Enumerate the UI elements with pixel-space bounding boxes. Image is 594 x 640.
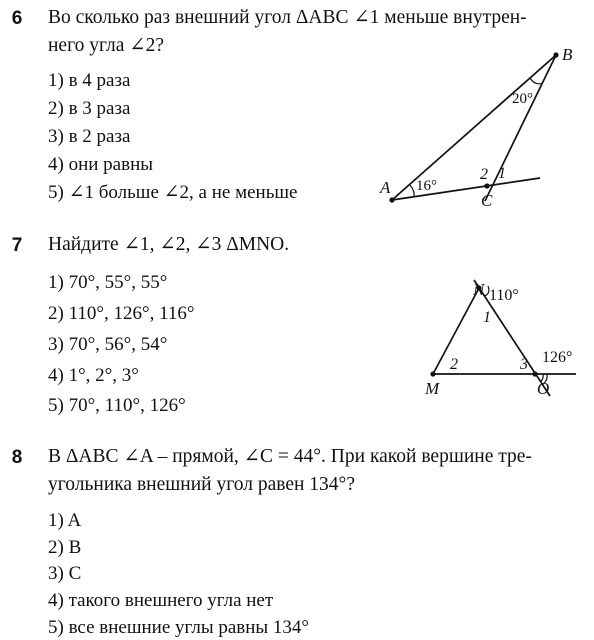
- vertex-m-point: [430, 371, 435, 376]
- label-b: B: [562, 45, 573, 64]
- question-7-option-5[interactable]: 5) 70°, 110°, 126°: [48, 395, 186, 416]
- label-angle-b: 20°: [512, 91, 533, 107]
- question-6-option-2[interactable]: 2) в 3 раза: [48, 98, 131, 119]
- question-8-number: 8: [11, 447, 23, 468]
- label-o: O: [537, 379, 550, 398]
- label-angle-a: 16°: [416, 178, 437, 194]
- question-7-option-2[interactable]: 2) 110°, 126°, 116°: [48, 303, 195, 324]
- label-angle-1: 1: [483, 309, 491, 326]
- question-7-number: 7: [11, 235, 23, 256]
- question-6-option-3[interactable]: 3) в 2 раза: [48, 126, 131, 147]
- label-c: C: [481, 191, 493, 210]
- label-a: A: [380, 178, 391, 197]
- label-angle-n: 110°: [489, 287, 519, 304]
- question-6-option-4[interactable]: 4) они равны: [48, 154, 154, 175]
- label-n: N: [473, 280, 485, 299]
- question-6-option-1[interactable]: 1) в 4 раза: [48, 70, 131, 91]
- vertex-o-point: [532, 371, 537, 376]
- question-8-option-3[interactable]: 3) C: [48, 563, 82, 584]
- question-6-text-line-2: него угла ∠2?: [48, 35, 164, 56]
- label-angle-o: 126°: [542, 349, 573, 366]
- label-angle-3: 3: [520, 356, 528, 373]
- question-8-option-4[interactable]: 4) такого внешнего угла нет: [48, 590, 274, 611]
- question-8-text-line-2: угольника внешний угол равен 134°?: [48, 474, 355, 495]
- question-8-option-1[interactable]: 1) A: [48, 510, 82, 531]
- question-7-option-1[interactable]: 1) 70°, 55°, 55°: [48, 272, 168, 293]
- question-8-option-2[interactable]: 2) B: [48, 537, 82, 558]
- question-7-option-4[interactable]: 4) 1°, 2°, 3°: [48, 365, 139, 386]
- question-7-text-line-1: Найдите ∠1, ∠2, ∠3 ΔMNO.: [48, 234, 290, 255]
- question-8-text-line-1: В ΔABC ∠A – прямой, ∠C = 44°. При какой вершине тре-: [48, 446, 532, 467]
- question-6-number: 6: [11, 8, 23, 29]
- question-8-option-5[interactable]: 5) все внешние углы равны 134°: [48, 617, 310, 638]
- label-angle-2: 2: [480, 166, 488, 183]
- question-6-text-line-1: Во сколько раз внешний угол ΔABC ∠1 меньше внутрен-: [48, 7, 527, 28]
- question-6-option-5[interactable]: 5) ∠1 больше ∠2, а не меньше: [48, 182, 298, 203]
- label-angle-2: 2: [450, 356, 458, 373]
- label-m: M: [425, 379, 440, 398]
- label-angle-1: 1: [498, 165, 506, 182]
- question-7-option-3[interactable]: 3) 70°, 56°, 54°: [48, 334, 168, 355]
